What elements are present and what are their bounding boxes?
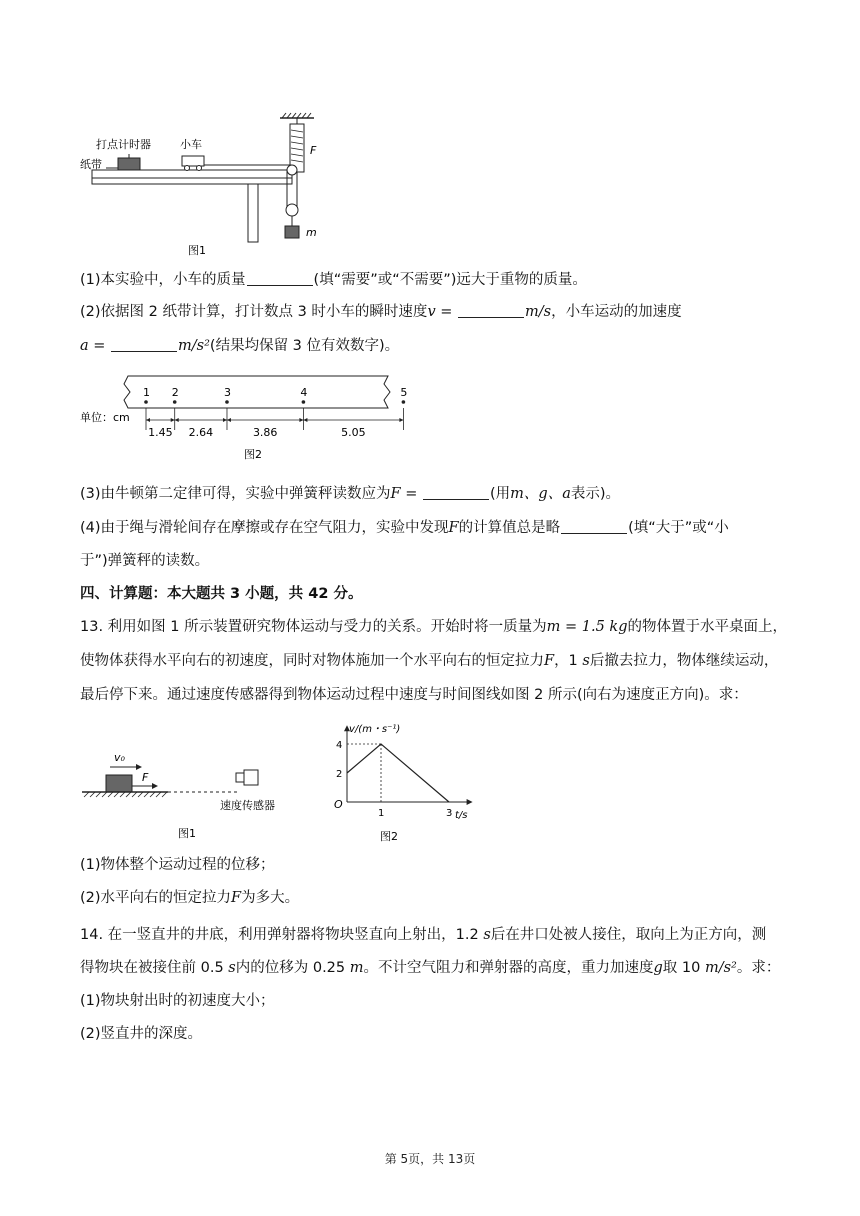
q12-part4: (4)由于绳与滑轮间存在摩擦或存在空气阻力，实验中发现F的计算值总是略 (填“大于”或“小 <box>80 520 729 536</box>
segment-length-label: 2.64 <box>188 426 214 439</box>
tape-caption: 图2 <box>244 448 262 461</box>
tape-dot <box>302 400 306 404</box>
q14-sub2: (2)竖直井的深度。 <box>80 1026 203 1042</box>
y-tick-label: 2 <box>336 769 343 780</box>
velocity-time-chart <box>325 722 475 847</box>
tape-dot <box>402 400 406 404</box>
velocity-line <box>347 744 449 802</box>
force-label: F <box>310 144 317 157</box>
block-sensor-figure <box>78 745 308 845</box>
q12-part3: (3)由牛顿第二定律可得，实验中弹簧秤读数应为F = (用m、g、a表示)。 <box>80 486 621 502</box>
tape-point-label: 4 <box>300 386 308 399</box>
tape-dot <box>173 400 177 404</box>
dimension-arrow <box>399 418 403 422</box>
q13-sub2: (2)水平向右的恒定拉力F为多大。 <box>80 890 300 906</box>
x-tick-label: 3 <box>446 808 453 819</box>
q12-part2-cont: a = m/s²(结果均保留 3 位有效数字)。 <box>80 338 400 354</box>
xlabel: t/s <box>455 810 468 821</box>
answer-blank[interactable] <box>111 337 177 352</box>
q13-line2: 使物体获得水平向右的初速度，同时对物体施加一个水平向右的恒定拉力F，1 s后撤去拉力，物体继续运动， <box>80 653 779 669</box>
dimension-arrow <box>146 418 150 422</box>
dimension-arrow <box>299 418 303 422</box>
q14-line1: 14. 在一竖直井的井底，利用弹射器将物块竖直向上射出，1.2 s后在井口处被人接住，取向上为正方向，测 <box>80 927 767 943</box>
q12-part1: (1)本实验中，小车的质量 (填“需要”或“不需要”)远大于重物的质量。 <box>80 272 587 288</box>
q13-line3: 最后停下来。通过速度传感器得到物体运动过程中速度与时间图线如图 2 所示(向右为速度正方向)。求： <box>80 687 748 703</box>
dimension-arrow <box>227 418 231 422</box>
q14-sub1: (1)物块射出时的初速度大小； <box>80 993 275 1009</box>
cart-label: 小车 <box>180 138 202 151</box>
v0-label: v₀ <box>114 751 125 764</box>
segment-length-label: 5.05 <box>341 426 366 439</box>
q13-sub1: (1)物体整个运动过程的位移； <box>80 857 275 873</box>
q14-line2: 得物块在被接住前 0.5 s内的位移为 0.25 m。不计空气阻力和弹射器的高度，重力加速度g取 10 m/s²。求： <box>80 960 781 976</box>
tape-point-label: 3 <box>223 386 231 399</box>
apparatus-figure <box>78 112 338 262</box>
q12-part2: (2)依据图 2 纸带计算，打计数点 3 时小车的瞬时速度v = m/s，小车运动的加速度 <box>80 304 682 320</box>
ylabel: v/(m・s⁻¹) <box>349 724 401 735</box>
answer-blank[interactable] <box>458 303 524 318</box>
tape-point-label: 1 <box>143 386 150 399</box>
tape-point-label: 5 <box>400 386 408 399</box>
q13-line1: 13. 利用如图 1 所示装置研究物体运动与受力的关系。开始时将一质量为m = 1.5 kg的物体置于水平桌面上， <box>80 619 787 635</box>
force-F-label: F <box>142 771 149 784</box>
mass-label: m <box>306 226 317 239</box>
dimension-arrow <box>303 418 307 422</box>
x-axis-arrow <box>467 799 473 805</box>
dimension-arrow <box>175 418 179 422</box>
section-heading: 四、计算题：本大题共 3 小题，共 42 分。 <box>80 586 363 602</box>
sensor-label: 速度传感器 <box>220 799 275 812</box>
tape-figure <box>78 370 408 465</box>
answer-blank[interactable] <box>561 519 627 534</box>
page-footer: 第 5页，共 13页 <box>384 1152 476 1166</box>
origin-label: O <box>334 798 343 811</box>
tape-dot <box>225 400 229 404</box>
x-tick-label: 1 <box>378 808 385 819</box>
fig1-caption-q13: 图1 <box>178 827 196 840</box>
segment-length-label: 1.45 <box>148 426 173 439</box>
fig1-caption: 图1 <box>188 244 206 257</box>
q12-part4-cont: 于”)弹簧秤的读数。 <box>80 553 210 569</box>
tape-point-label: 2 <box>171 386 179 399</box>
tape-dot <box>144 400 148 404</box>
answer-blank[interactable] <box>247 271 313 286</box>
timer-label: 打点计时器 <box>96 138 151 151</box>
y-tick-label: 4 <box>336 740 343 751</box>
unit-label: 单位：cm <box>80 411 130 424</box>
tape-label: 纸带 <box>80 158 102 171</box>
answer-blank[interactable] <box>423 485 489 500</box>
segment-length-label: 3.86 <box>252 426 278 439</box>
dimension-arrow <box>171 418 175 422</box>
fig2-caption-q13: 图2 <box>380 830 398 843</box>
dimension-arrow <box>223 418 227 422</box>
